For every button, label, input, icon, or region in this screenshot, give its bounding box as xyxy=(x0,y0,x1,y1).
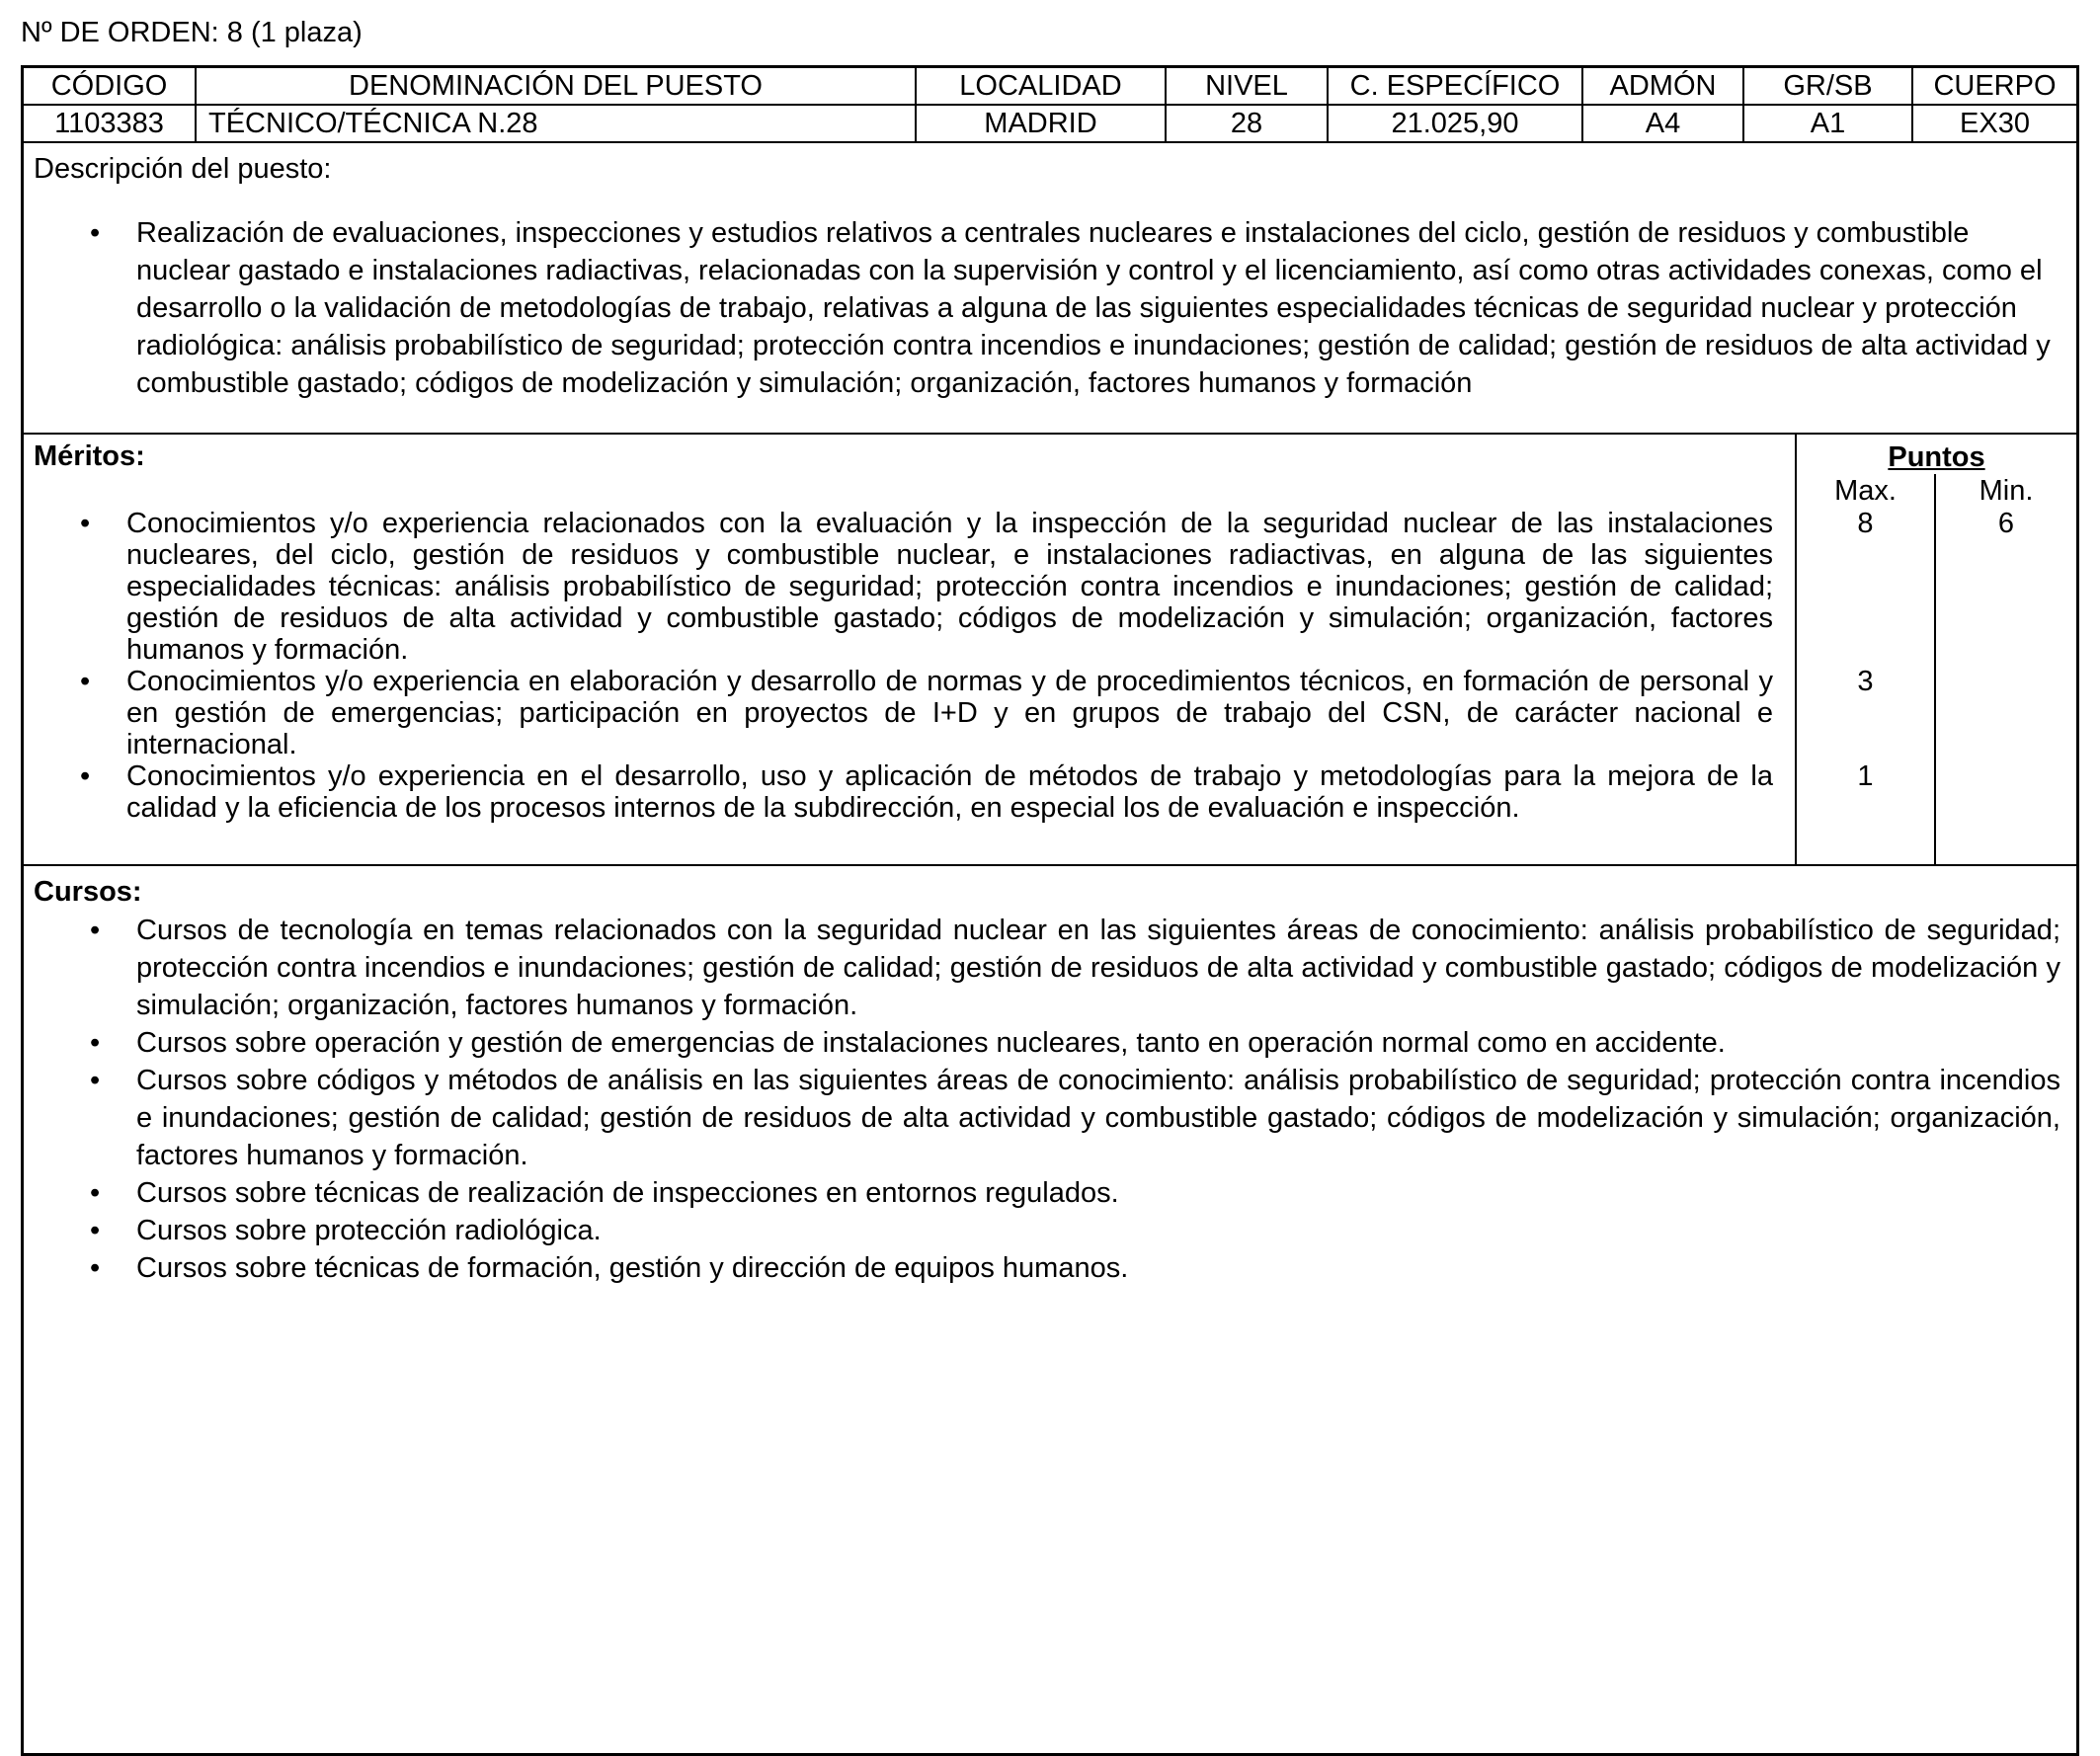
merit-max-points: 1 xyxy=(1797,760,1936,824)
merit-item xyxy=(24,760,1797,824)
col-header-codigo: CÓDIGO xyxy=(24,68,197,104)
bullet-icon: • xyxy=(80,666,91,697)
merit-item xyxy=(24,508,1797,666)
merit-item-row xyxy=(24,508,2076,666)
col-header-localidad: LOCALIDAD xyxy=(917,68,1167,104)
list-item xyxy=(34,1249,2066,1287)
list-item xyxy=(34,214,2066,402)
cell-localidad: MADRID xyxy=(917,106,1167,141)
points-subheader-row xyxy=(24,474,2076,508)
merit-min-points: 6 xyxy=(1997,508,2015,539)
list-item xyxy=(80,666,1773,760)
col-header-gr-sb: GR/SB xyxy=(1744,68,1913,104)
table-data-row xyxy=(24,106,2076,143)
bullet-icon: • xyxy=(90,1215,101,1246)
courses-label: Cursos: xyxy=(34,876,142,908)
position-table xyxy=(21,65,2079,1756)
list-item xyxy=(34,1062,2066,1174)
list-item xyxy=(34,1212,2066,1249)
merit-text: Conocimientos y/o experiencia en elaboración y desarrollo de normas y de procedimientos técnicos, en formación de personal y en gestión de emergencias; participación en proyectos de I+D y en grupos de trabajo del CSN, de carácter nacional e internacional. xyxy=(126,666,1773,760)
bullet-icon: • xyxy=(90,1027,101,1059)
merits-label: Méritos: xyxy=(24,435,1797,474)
merit-min-points xyxy=(1936,760,2076,824)
cell-admon: A4 xyxy=(1583,106,1744,141)
points-max-label: Max. xyxy=(1797,474,1936,508)
cell-c-especifico: 21.025,90 xyxy=(1329,106,1583,141)
bullet-icon: • xyxy=(90,1177,101,1209)
courses-bullet-list xyxy=(34,912,2066,1287)
description-text: Realización de evaluaciones, inspecciones y estudios relativos a centrales nucleares e instalaciones del ciclo, gestión de residuos y combustible nuclear gastado e instalaciones radiactivas, relacionadas con la supervisión y control y el licenciamiento, así como otras actividades conexas, como el desarrollo o la validación de metodologías de trabajo, relativas a alguna de las siguientes especialidades técnicas de seguridad nuclear y protección radiológica: análisis probabilístico de seguridad; protección contra incendios e inundaciones; gestión de calidad; gestión de residuos de alta actividad y combustible gastado; códigos de modelización y simulación; organización, factores humanos y formación xyxy=(136,217,2051,399)
bullet-icon: • xyxy=(90,1252,101,1284)
spacer-cell xyxy=(24,474,1797,508)
list-item xyxy=(34,1174,2066,1212)
merits-header-row xyxy=(24,435,2076,474)
col-header-cuerpo: CUERPO xyxy=(1933,70,2057,102)
order-number-title: Nº DE ORDEN: 8 (1 plaza) xyxy=(21,17,363,48)
points-min-label: Min. xyxy=(1979,475,2034,507)
cell-cuerpo: EX30 xyxy=(1960,108,2030,139)
list-item xyxy=(34,912,2066,1024)
bullet-icon: • xyxy=(90,915,101,946)
course-text: Cursos sobre técnicas de formación, gestión y dirección de equipos humanos. xyxy=(136,1252,1129,1284)
cell-denominacion: TÉCNICO/TÉCNICA N.28 xyxy=(197,106,917,141)
list-item xyxy=(34,1024,2066,1062)
merit-max-points: 8 xyxy=(1797,508,1936,666)
description-section xyxy=(24,143,2076,435)
merit-text: Conocimientos y/o experiencia en el desarrollo, uso y aplicación de métodos de trabajo y metodologías para la mejora de la calidad y la eficiencia de los procesos internos de la subdirección, en especial los de evaluación e inspección. xyxy=(126,760,1773,824)
list-item xyxy=(80,508,1773,666)
merit-item-row xyxy=(24,666,2076,760)
table-header-row xyxy=(24,68,2076,106)
merit-item-row xyxy=(24,760,2076,824)
merits-filler-row xyxy=(24,824,2076,864)
course-text: Cursos de tecnología en temas relacionados con la seguridad nuclear en las siguientes áreas de conocimiento: análisis probabilístico de seguridad; protección contra incendios e inundaciones; gestión de calidad; gestión de residuos de alta actividad y combustible gastado; códigos de modelización y simulación; organización, factores humanos y formación. xyxy=(136,915,2060,1021)
merits-section xyxy=(24,435,2076,866)
col-header-c-especifico: C. ESPECÍFICO xyxy=(1329,68,1583,104)
course-text: Cursos sobre operación y gestión de emergencias de instalaciones nucleares, tanto en operación normal como en accidente. xyxy=(136,1027,1726,1059)
merit-item xyxy=(24,666,1797,760)
points-header: Puntos xyxy=(1888,441,1985,473)
bullet-icon: • xyxy=(80,508,91,539)
bullet-icon: • xyxy=(90,1065,101,1096)
merit-min-points xyxy=(1936,666,2076,760)
bullet-icon: • xyxy=(80,760,91,792)
spacer-cell xyxy=(1936,824,2076,864)
course-text: Cursos sobre protección radiológica. xyxy=(136,1215,602,1246)
col-header-denominacion: DENOMINACIÓN DEL PUESTO xyxy=(197,68,917,104)
cell-codigo: 1103383 xyxy=(24,106,197,141)
cell-gr-sb: A1 xyxy=(1744,106,1913,141)
courses-section xyxy=(24,866,2076,1753)
col-header-nivel: NIVEL xyxy=(1167,68,1329,104)
description-bullet-list xyxy=(34,214,2066,402)
list-item xyxy=(80,760,1773,824)
course-text: Cursos sobre códigos y métodos de análisis en las siguientes áreas de conocimiento: análisis probabilístico de seguridad; protección contra incendios e inundaciones; gestión de calidad; gestión de residuos de alta actividad y combustible gastado; códigos de modelización y simulación; organización, factores humanos y formación. xyxy=(136,1065,2060,1171)
col-header-admon: ADMÓN xyxy=(1583,68,1744,104)
cell-nivel: 28 xyxy=(1167,106,1329,141)
course-text: Cursos sobre técnicas de realización de inspecciones en entornos regulados. xyxy=(136,1177,1119,1209)
spacer-cell xyxy=(1797,824,1936,864)
description-label: Descripción del puesto: xyxy=(34,153,332,185)
merit-text: Conocimientos y/o experiencia relacionados con la evaluación y la inspección de la seguridad nuclear de las instalaciones nucleares, del ciclo, gestión de residuos y combustible nuclear, e instalaciones radiactivas, en alguna de las siguientes especialidades técnicas: análisis probabilístico de seguridad; protección contra incendios e inundaciones; gestión de calidad; gestión de residuos de alta actividad y combustible gastado; códigos de modelización y simulación; organización, factores humanos y formación. xyxy=(126,508,1773,666)
spacer-cell xyxy=(24,824,1797,864)
bullet-icon: • xyxy=(90,217,101,249)
merit-max-points: 3 xyxy=(1797,666,1936,760)
